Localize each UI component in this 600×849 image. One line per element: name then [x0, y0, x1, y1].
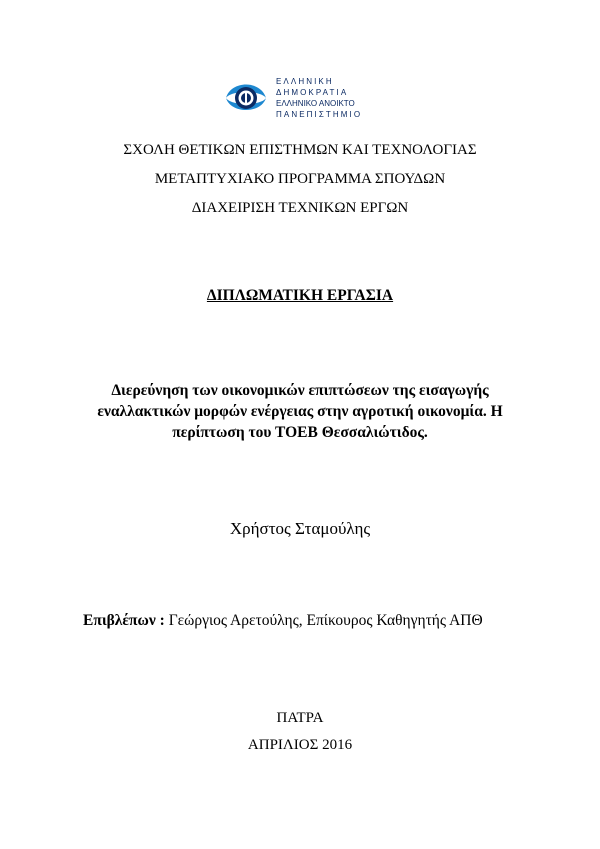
program-name: ΜΕΤΑΠΤΥΧΙΑΚΟ ΠΡΟΓΡΑΜΜΑ ΣΠΟΥΔΩΝ: [154, 171, 446, 187]
city: ΠΑΤΡΑ: [276, 710, 324, 726]
supervisor-label: Επιβλέπων :: [83, 612, 165, 629]
logo-line-3: ΕΛΛΗΝΙΚΟ ΑΝΟΙΚΤΟ: [276, 99, 355, 108]
thesis-type-heading: ΔΙΠΛΩΜΑΤΙΚΗ ΕΡΓΑΣΙΑ: [206, 287, 394, 304]
thesis-title-line-3: περίπτωση του ΤΟΕΒ Θεσσαλιώτιδος.: [172, 424, 428, 441]
logo-text: [276, 76, 362, 120]
department-name: ΔΙΑΧΕΙΡΙΣΗ ΤΕΧΝΙΚΩΝ ΕΡΓΩΝ: [191, 200, 409, 216]
date: ΑΠΡΙΛΙΟΣ 2016: [247, 737, 353, 753]
school-name: ΣΧΟΛΗ ΘΕΤΙΚΩΝ ΕΠΙΣΤΗΜΩΝ ΚΑΙ ΤΕΧΝΟΛΟΓΙΑΣ: [123, 142, 477, 158]
logo-line-4: ΠΑΝΕΠΙΣΤΗΜΙΟ: [276, 110, 363, 119]
supervisor-name: Γεώργιος Αρετούλης, Επίκουρος Καθηγητής ΑΠΘ: [164, 612, 483, 629]
supervisor-line: [83, 612, 483, 630]
author-name: Χρήστος Σταμούλης: [229, 519, 371, 538]
logo-line-1: ΕΛΛΗΝΙΚΗ: [276, 77, 334, 86]
thesis-title: [60, 380, 540, 443]
university-emblem-icon: [221, 76, 271, 116]
thesis-title-line-1: Διερεύνηση των οικονομικών επιπτώσεων της εισαγωγής: [111, 382, 489, 399]
university-logo: [221, 76, 371, 124]
thesis-title-line-2: εναλλακτικών μορφών ενέργειας στην αγροτική οικονομία. Η: [97, 403, 503, 420]
logo-line-2: ΔΗΜΟΚΡΑΤΙΑ: [276, 88, 349, 97]
